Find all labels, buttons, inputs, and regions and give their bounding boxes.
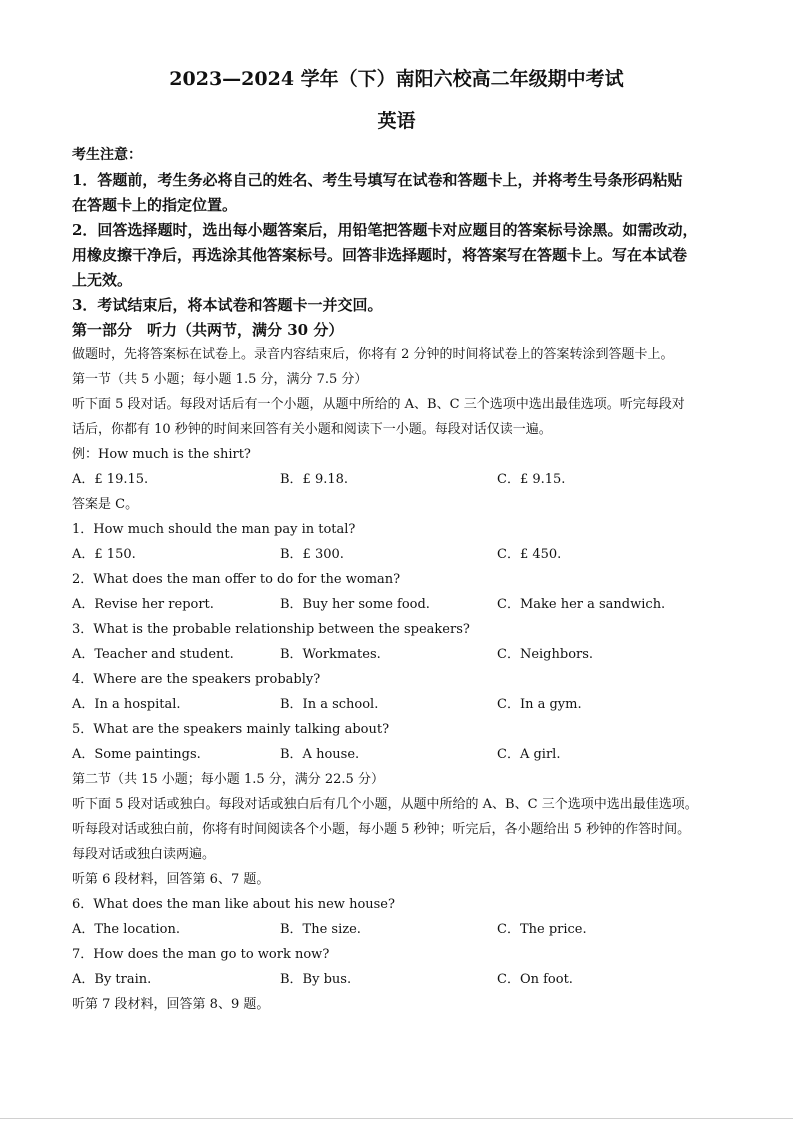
option-a: A．Some paintings. xyxy=(72,747,201,762)
exam-subject: 英语 xyxy=(377,110,416,132)
example-option-b: B．£ 9.18. xyxy=(280,472,349,487)
option-b: B．In a school. xyxy=(280,697,379,712)
option-c: C．A girl. xyxy=(497,747,561,762)
part1-instruction: 做题时，先将答案标在试卷上。录音内容结束后，你将有 2 分钟的时间将试卷上的答案转涂到答题卡上。 xyxy=(72,347,674,362)
notice-line: 用橡皮擦干净后，再选涂其他答案标号。回答非选择题时，将答案写在答题卡上。写在本试卷 xyxy=(72,246,688,264)
option-a: A．The location. xyxy=(72,922,180,937)
material-label: 听第 6 段材料，回答第 6、7 题。 xyxy=(72,872,270,887)
section2-instruction: 听下面 5 段对话或独白。每段对话或独白后有几个小题，从题中所给的 A、B、C 三个选项中选出最佳选项。 xyxy=(72,797,698,812)
section2-instruction: 每段对话或独白读两遍。 xyxy=(72,847,216,862)
example-option-c: C．£ 9.15. xyxy=(497,472,566,487)
exam-title: 2023—2024 学年（下）南阳六校高二年级期中考试 xyxy=(169,68,624,90)
question-text: 4．Where are the speakers probably? xyxy=(72,672,321,687)
example-option-a: A．£ 19.15. xyxy=(72,472,149,487)
example-answer: 答案是 C。 xyxy=(72,497,139,512)
question-text: 3．What is the probable relationship between the speakers? xyxy=(72,622,470,637)
question-text: 1．How much should the man pay in total? xyxy=(72,522,356,537)
section1-instruction: 话后，你都有 10 秒钟的时间来回答有关小题和阅读下一小题。每段对话仅读一遍。 xyxy=(72,422,552,437)
option-c: C．£ 450. xyxy=(497,547,562,562)
option-c: C．Make her a sandwich. xyxy=(497,597,666,612)
notice-label: 考生注意： xyxy=(72,147,142,163)
notice-line: 上无效。 xyxy=(72,271,133,289)
option-b: B．Workmates. xyxy=(280,647,381,662)
notice-line: 2．回答选择题时，选出每小题答案后，用铅笔把答题卡对应题目的答案标号涂黑。如需改动， xyxy=(72,221,698,239)
question-text: 7．How does the man go to work now? xyxy=(72,947,330,962)
section2-heading: 第二节（共 15 小题；每小题 1.5 分，满分 22.5 分） xyxy=(72,772,384,787)
notice-line: 在答题卡上的指定位置。 xyxy=(72,196,238,214)
section2-instruction: 听每段对话或独白前，你将有时间阅读各个小题，每小题 5 秒钟；听完后，各小题给出 5 秒钟的作答时间。 xyxy=(72,822,691,837)
option-b: B．By bus. xyxy=(280,972,352,987)
option-a: A．Revise her report. xyxy=(72,597,214,612)
question-text: 2．What does the man offer to do for the woman? xyxy=(72,572,401,587)
option-b: B．£ 300. xyxy=(280,547,344,562)
example-question: 例：How much is the shirt? xyxy=(72,447,251,462)
page-bottom-divider xyxy=(0,1118,793,1119)
option-c: C．The price. xyxy=(497,922,587,937)
notice-line: 1．答题前，考生务必将自己的姓名、考生号填写在试卷和答题卡上，并将考生号条形码粘贴 xyxy=(72,171,683,189)
option-a: A．In a hospital. xyxy=(72,697,181,712)
question-text: 5．What are the speakers mainly talking about? xyxy=(72,722,390,737)
option-a: A．Teacher and student. xyxy=(72,647,234,662)
option-c: C．Neighbors. xyxy=(497,647,594,662)
notice-line: 3．考试结束后，将本试卷和答题卡一并交回。 xyxy=(72,296,383,314)
option-b: B．Buy her some food. xyxy=(280,597,430,612)
option-b: B．A house. xyxy=(280,747,360,762)
option-a: A．£ 150. xyxy=(72,547,136,562)
option-b: B．The size. xyxy=(280,922,361,937)
option-c: C．On foot. xyxy=(497,972,573,987)
section1-heading: 第一节（共 5 小题；每小题 1.5 分，满分 7.5 分） xyxy=(72,372,368,387)
option-a: A．By train. xyxy=(72,972,152,987)
question-text: 6．What does the man like about his new house? xyxy=(72,897,395,912)
section1-instruction: 听下面 5 段对话。每段对话后有一个小题，从题中所给的 A、B、C 三个选项中选出最佳选项。听完每段对 xyxy=(72,397,685,412)
part1-heading: 第一部分 听力（共两节，满分 30 分） xyxy=(72,321,344,339)
material-label: 听第 7 段材料，回答第 8、9 题。 xyxy=(72,997,270,1012)
option-c: C．In a gym. xyxy=(497,697,582,712)
